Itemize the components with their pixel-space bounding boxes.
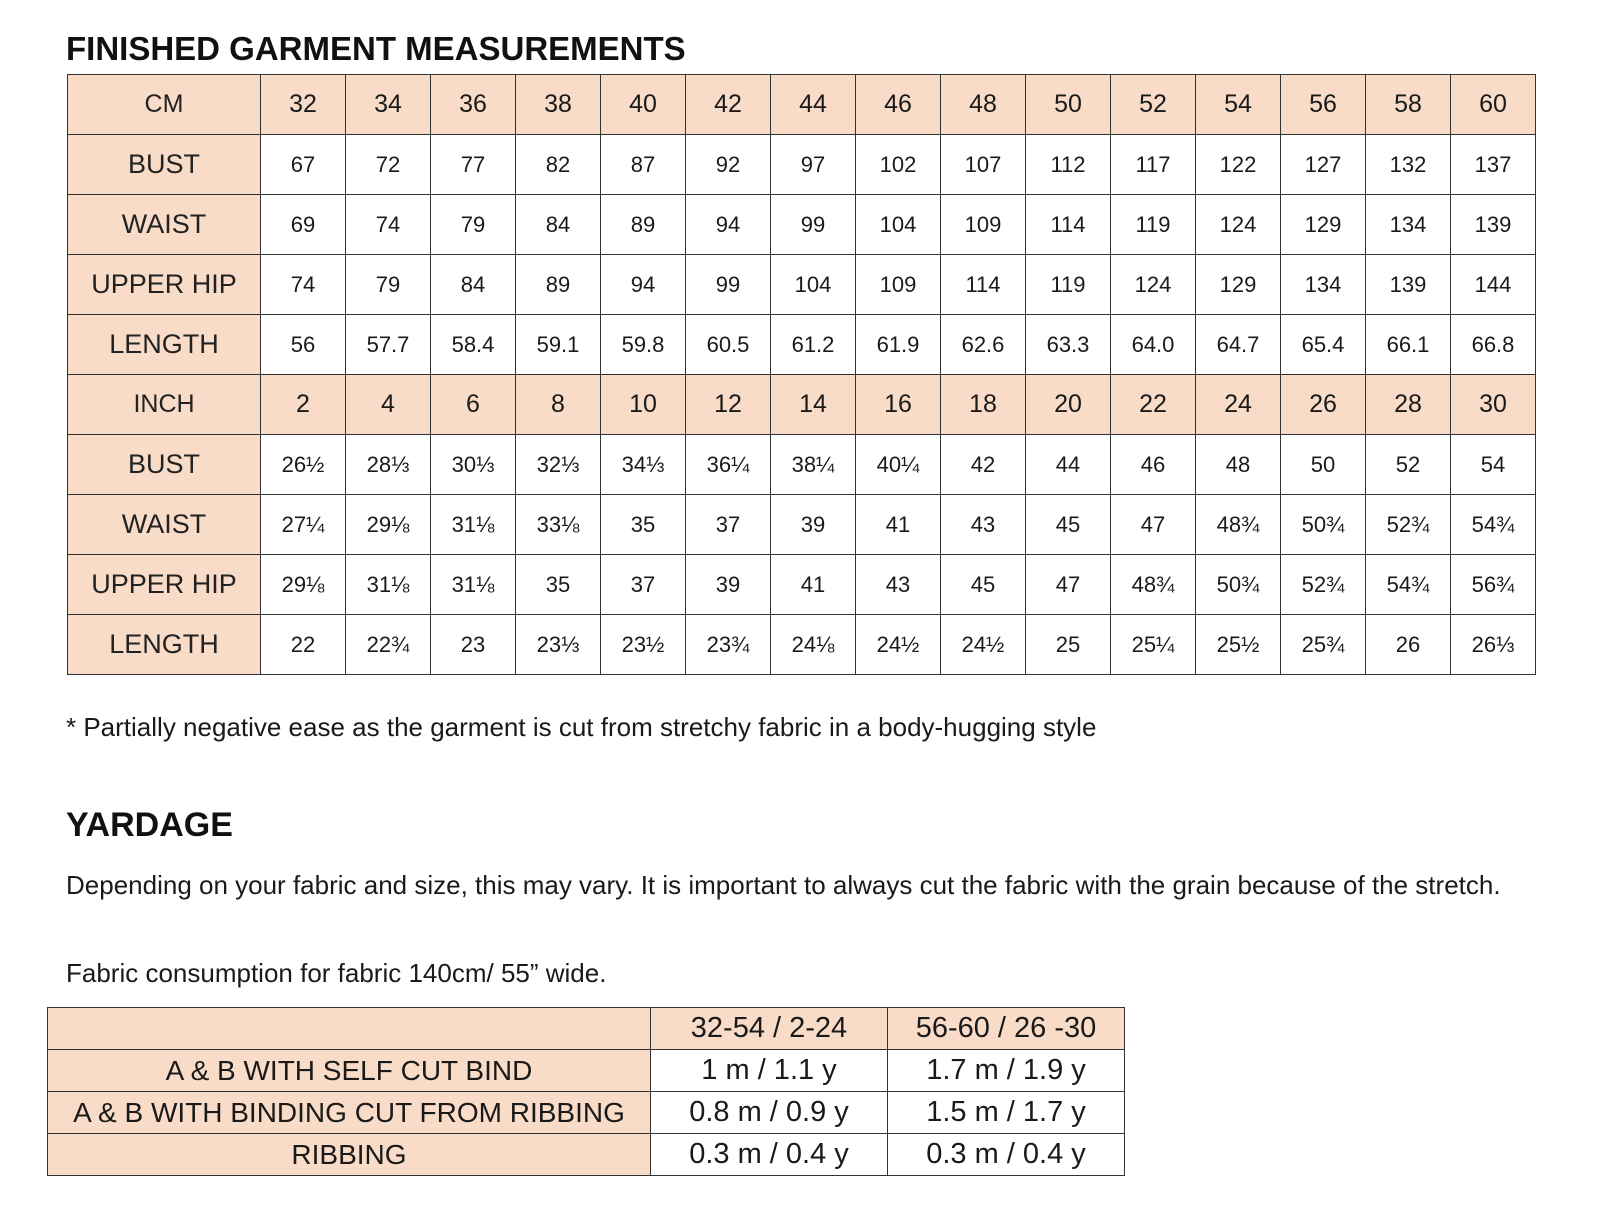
measurement-cell: 54: [1451, 435, 1536, 495]
size-cell: 24: [1196, 375, 1281, 435]
size-header-row: [68, 375, 1536, 435]
measurement-cell: 109: [941, 195, 1026, 255]
yardage-cell: 0.8 m / 0.9 y: [651, 1092, 888, 1134]
size-cell: 44: [771, 75, 856, 135]
measurement-cell: 29⅛: [261, 555, 346, 615]
unit-label: CM: [68, 75, 261, 135]
measurement-cell: 137: [1451, 135, 1536, 195]
size-cell: 40: [601, 75, 686, 135]
measurement-cell: 22¾: [346, 615, 431, 675]
measurement-cell: 48¾: [1196, 495, 1281, 555]
measurement-cell: 92: [686, 135, 771, 195]
measurement-cell: 69: [261, 195, 346, 255]
yardage-row-label: RIBBING: [48, 1134, 651, 1176]
measurement-cell: 41: [771, 555, 856, 615]
measurement-row: [68, 615, 1536, 675]
measurement-cell: 134: [1281, 255, 1366, 315]
measurement-cell: 134: [1366, 195, 1451, 255]
size-cell: 34: [346, 75, 431, 135]
measurement-cell: 57.7: [346, 315, 431, 375]
measurement-cell: 25¾: [1281, 615, 1366, 675]
measurement-cell: 35: [601, 495, 686, 555]
measurement-cell: 127: [1281, 135, 1366, 195]
measurement-cell: 31⅛: [431, 495, 516, 555]
row-label: WAIST: [68, 495, 261, 555]
measurement-cell: 79: [431, 195, 516, 255]
size-cell: 56: [1281, 75, 1366, 135]
yardage-cell: 1.7 m / 1.9 y: [888, 1050, 1125, 1092]
measurement-cell: 66.8: [1451, 315, 1536, 375]
size-cell: 2: [261, 375, 346, 435]
measurement-cell: 79: [346, 255, 431, 315]
unit-label: INCH: [68, 375, 261, 435]
measurement-cell: 52: [1366, 435, 1451, 495]
measurement-cell: 124: [1111, 255, 1196, 315]
measurement-row: [68, 435, 1536, 495]
measurement-cell: 64.7: [1196, 315, 1281, 375]
measurement-cell: 124: [1196, 195, 1281, 255]
yardage-size-header: 56-60 / 26 -30: [888, 1008, 1125, 1050]
measurement-cell: 38¼: [771, 435, 856, 495]
size-cell: 12: [686, 375, 771, 435]
measurement-cell: 43: [856, 555, 941, 615]
measurement-cell: 58.4: [431, 315, 516, 375]
row-label: WAIST: [68, 195, 261, 255]
measurement-cell: 33⅛: [516, 495, 601, 555]
measurement-row: [68, 135, 1536, 195]
measurement-cell: 119: [1111, 195, 1196, 255]
row-label: BUST: [68, 435, 261, 495]
measurement-cell: 114: [941, 255, 1026, 315]
measurement-cell: 48: [1196, 435, 1281, 495]
measurement-cell: 39: [771, 495, 856, 555]
measurement-cell: 56¾: [1451, 555, 1536, 615]
size-cell: 42: [686, 75, 771, 135]
measurement-cell: 74: [346, 195, 431, 255]
size-cell: 8: [516, 375, 601, 435]
size-cell: 48: [941, 75, 1026, 135]
measurement-cell: 104: [771, 255, 856, 315]
measurement-cell: 119: [1026, 255, 1111, 315]
measurement-cell: 99: [771, 195, 856, 255]
measurement-cell: 45: [1026, 495, 1111, 555]
ease-footnote: * Partially negative ease as the garment is cut from stretchy fabric in a body-hugging style: [66, 712, 1097, 742]
measurement-cell: 65.4: [1281, 315, 1366, 375]
row-label: UPPER HIP: [68, 255, 261, 315]
measurement-cell: 84: [516, 195, 601, 255]
measurement-cell: 44: [1026, 435, 1111, 495]
measurement-cell: 104: [856, 195, 941, 255]
measurement-cell: 32⅓: [516, 435, 601, 495]
measurement-cell: 97: [771, 135, 856, 195]
measurement-cell: 52¾: [1366, 495, 1451, 555]
size-cell: 18: [941, 375, 1026, 435]
measurement-cell: 82: [516, 135, 601, 195]
measurement-cell: 26⅓: [1451, 615, 1536, 675]
measurement-cell: 46: [1111, 435, 1196, 495]
yardage-header-row: [48, 1008, 1125, 1050]
measurement-row: [68, 315, 1536, 375]
measurement-cell: 94: [601, 255, 686, 315]
measurement-cell: 36¼: [686, 435, 771, 495]
measurement-cell: 23: [431, 615, 516, 675]
measurement-cell: 109: [856, 255, 941, 315]
yardage-row: [48, 1050, 1125, 1092]
measurement-cell: 50: [1281, 435, 1366, 495]
measurement-cell: 89: [516, 255, 601, 315]
measurement-cell: 45: [941, 555, 1026, 615]
measurement-cell: 52¾: [1281, 555, 1366, 615]
measurement-cell: 99: [686, 255, 771, 315]
measurement-cell: 25¼: [1111, 615, 1196, 675]
measurement-cell: 64.0: [1111, 315, 1196, 375]
measurement-cell: 84: [431, 255, 516, 315]
measurement-cell: 63.3: [1026, 315, 1111, 375]
page-title: FINISHED GARMENT MEASUREMENTS: [66, 30, 686, 67]
measurement-cell: 87: [601, 135, 686, 195]
size-cell: 4: [346, 375, 431, 435]
measurement-cell: 47: [1111, 495, 1196, 555]
measurement-row: [68, 255, 1536, 315]
measurement-cell: 23¾: [686, 615, 771, 675]
fabric-width-note: Fabric consumption for fabric 140cm/ 55” wide.: [66, 958, 607, 988]
size-cell: 22: [1111, 375, 1196, 435]
measurement-cell: 107: [941, 135, 1026, 195]
measurement-cell: 132: [1366, 135, 1451, 195]
yardage-size-header: 32-54 / 2-24: [651, 1008, 888, 1050]
measurement-cell: 24½: [941, 615, 1026, 675]
measurement-cell: 117: [1111, 135, 1196, 195]
measurement-cell: 67: [261, 135, 346, 195]
measurement-cell: 112: [1026, 135, 1111, 195]
yardage-cell: 0.3 m / 0.4 y: [888, 1134, 1125, 1176]
size-cell: 60: [1451, 75, 1536, 135]
row-label: BUST: [68, 135, 261, 195]
measurement-cell: 50¾: [1196, 555, 1281, 615]
measurement-cell: 26: [1366, 615, 1451, 675]
measurement-row: [68, 555, 1536, 615]
measurement-cell: 39: [686, 555, 771, 615]
measurement-cell: 23½: [601, 615, 686, 675]
measurement-cell: 43: [941, 495, 1026, 555]
measurement-cell: 24½: [856, 615, 941, 675]
measurements-table: [67, 74, 1536, 675]
yardage-description: Depending on your fabric and size, this may vary. It is important to always cut the fabric with the grain because of the stretch.: [66, 870, 1501, 900]
size-cell: 10: [601, 375, 686, 435]
measurement-cell: 34⅓: [601, 435, 686, 495]
measurement-cell: 62.6: [941, 315, 1026, 375]
size-cell: 14: [771, 375, 856, 435]
size-cell: 36: [431, 75, 516, 135]
row-label: LENGTH: [68, 615, 261, 675]
measurement-cell: 129: [1196, 255, 1281, 315]
size-cell: 52: [1111, 75, 1196, 135]
measurement-cell: 50¾: [1281, 495, 1366, 555]
measurement-cell: 48¾: [1111, 555, 1196, 615]
yardage-cell: 1.5 m / 1.7 y: [888, 1092, 1125, 1134]
measurement-cell: 37: [601, 555, 686, 615]
yardage-cell: 1 m / 1.1 y: [651, 1050, 888, 1092]
size-cell: 26: [1281, 375, 1366, 435]
measurement-cell: 59.8: [601, 315, 686, 375]
yardage-title: YARDAGE: [66, 806, 233, 844]
measurement-cell: 139: [1451, 195, 1536, 255]
size-cell: 38: [516, 75, 601, 135]
yardage-cell: 0.3 m / 0.4 y: [651, 1134, 888, 1176]
measurement-cell: 59.1: [516, 315, 601, 375]
measurement-cell: 74: [261, 255, 346, 315]
measurement-cell: 66.1: [1366, 315, 1451, 375]
measurement-cell: 25: [1026, 615, 1111, 675]
yardage-corner-cell: [48, 1008, 651, 1050]
measurement-cell: 42: [941, 435, 1026, 495]
yardage-row-label: A & B WITH SELF CUT BIND: [48, 1050, 651, 1092]
size-header-row: [68, 75, 1536, 135]
measurement-cell: 72: [346, 135, 431, 195]
size-cell: 50: [1026, 75, 1111, 135]
measurement-cell: 89: [601, 195, 686, 255]
measurement-cell: 54¾: [1366, 555, 1451, 615]
measurement-row: [68, 195, 1536, 255]
measurement-cell: 139: [1366, 255, 1451, 315]
measurement-cell: 29⅛: [346, 495, 431, 555]
measurement-cell: 56: [261, 315, 346, 375]
size-cell: 32: [261, 75, 346, 135]
measurement-cell: 30⅓: [431, 435, 516, 495]
measurement-cell: 28⅓: [346, 435, 431, 495]
measurement-cell: 22: [261, 615, 346, 675]
yardage-row: [48, 1092, 1125, 1134]
measurement-cell: 31⅛: [346, 555, 431, 615]
measurement-row: [68, 495, 1536, 555]
measurement-cell: 35: [516, 555, 601, 615]
measurement-cell: 40¼: [856, 435, 941, 495]
measurement-cell: 54¾: [1451, 495, 1536, 555]
measurement-cell: 102: [856, 135, 941, 195]
measurement-cell: 122: [1196, 135, 1281, 195]
row-label: LENGTH: [68, 315, 261, 375]
size-cell: 16: [856, 375, 941, 435]
size-cell: 54: [1196, 75, 1281, 135]
yardage-row: [48, 1134, 1125, 1176]
measurement-cell: 24⅛: [771, 615, 856, 675]
size-cell: 58: [1366, 75, 1451, 135]
size-cell: 28: [1366, 375, 1451, 435]
measurement-cell: 61.9: [856, 315, 941, 375]
measurement-cell: 144: [1451, 255, 1536, 315]
yardage-table: [47, 1007, 1125, 1176]
measurement-cell: 114: [1026, 195, 1111, 255]
size-cell: 46: [856, 75, 941, 135]
size-cell: 20: [1026, 375, 1111, 435]
measurement-cell: 77: [431, 135, 516, 195]
row-label: UPPER HIP: [68, 555, 261, 615]
measurement-cell: 37: [686, 495, 771, 555]
measurement-cell: 60.5: [686, 315, 771, 375]
measurement-cell: 47: [1026, 555, 1111, 615]
measurement-cell: 31⅛: [431, 555, 516, 615]
measurement-cell: 27¼: [261, 495, 346, 555]
measurement-cell: 25½: [1196, 615, 1281, 675]
measurement-cell: 26½: [261, 435, 346, 495]
measurement-cell: 41: [856, 495, 941, 555]
measurement-cell: 61.2: [771, 315, 856, 375]
yardage-row-label: A & B WITH BINDING CUT FROM RIBBING: [48, 1092, 651, 1134]
size-cell: 30: [1451, 375, 1536, 435]
measurement-cell: 129: [1281, 195, 1366, 255]
measurement-cell: 94: [686, 195, 771, 255]
size-cell: 6: [431, 375, 516, 435]
measurement-cell: 23⅓: [516, 615, 601, 675]
